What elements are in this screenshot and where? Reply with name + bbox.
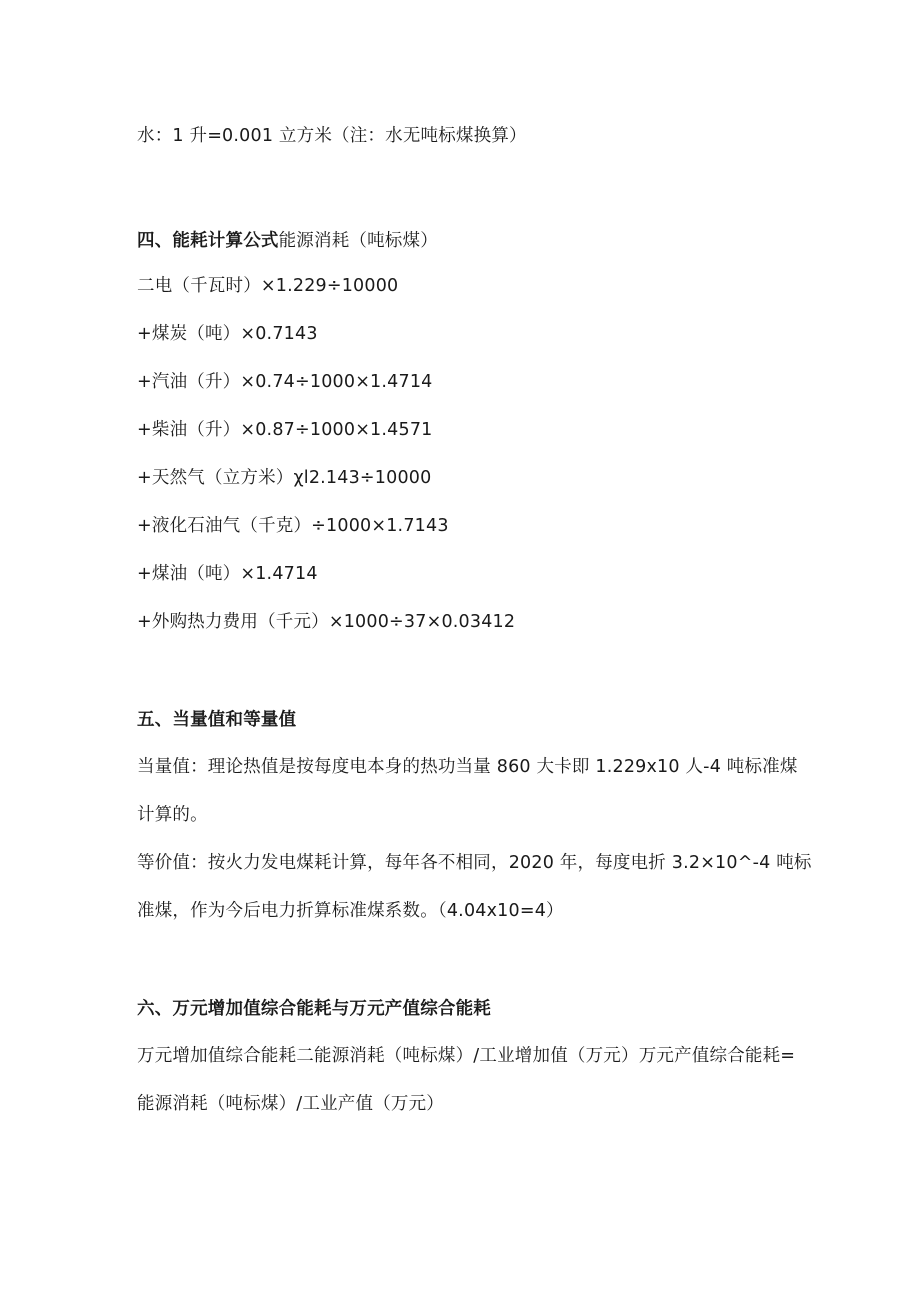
section-4-heading-bold: 四、能耗计算公式 [137, 231, 279, 251]
section-6-line-2: 能源消耗（吨标煤）/工业产值（万元） [137, 1094, 444, 1114]
section-4-heading [137, 229, 438, 253]
section-6-heading: 六、万元增加值综合能耗与万元产值综合能耗 [137, 999, 491, 1019]
equivalent-value-line-2: 计算的。 [137, 805, 208, 825]
formula-line-natural-gas: +天然气（立方米）χl2.143÷10000 [137, 468, 432, 488]
section-4-heading-rest: 能源消耗（吨标煤） [278, 231, 438, 251]
section-5-heading: 五、当量值和等量值 [137, 710, 297, 730]
section-6-line-1: 万元增加值综合能耗二能源消耗（吨标煤）/工业增加值（万元）万元产值综合能耗= [137, 1046, 796, 1066]
formula-line-electricity: 二电（千瓦时）×1.229÷10000 [137, 276, 399, 296]
equivalent-value-line-1: 当量值：理论热值是按每度电本身的热功当量 860 大卡即 1.229x10 人-4 吨标准煤 [137, 757, 798, 777]
formula-line-gasoline: +汽油（升）×0.74÷1000×1.4714 [137, 372, 433, 392]
formula-line-heat: +外购热力费用（千元）×1000÷37×0.03412 [137, 612, 516, 632]
formula-line-lpg: +液化石油气（千克）÷1000×1.7143 [137, 516, 449, 536]
equal-value-line-1: 等价值：按火力发电煤耗计算，每年各不相同，2020 年，每度电折 3.2×10^-4 吨标 [137, 853, 812, 873]
formula-line-kerosene: +煤油（吨）×1.4714 [137, 564, 318, 584]
formula-line-diesel: +柴油（升）×0.87÷1000×1.4571 [137, 420, 433, 440]
equal-value-line-2: 准煤，作为今后电力折算标准煤系数。（4.04x10=4） [137, 901, 564, 921]
water-note: 水：1 升=0.001 立方米（注：水无吨标煤换算） [137, 126, 527, 146]
formula-line-coal: +煤炭（吨）×0.7143 [137, 324, 318, 344]
